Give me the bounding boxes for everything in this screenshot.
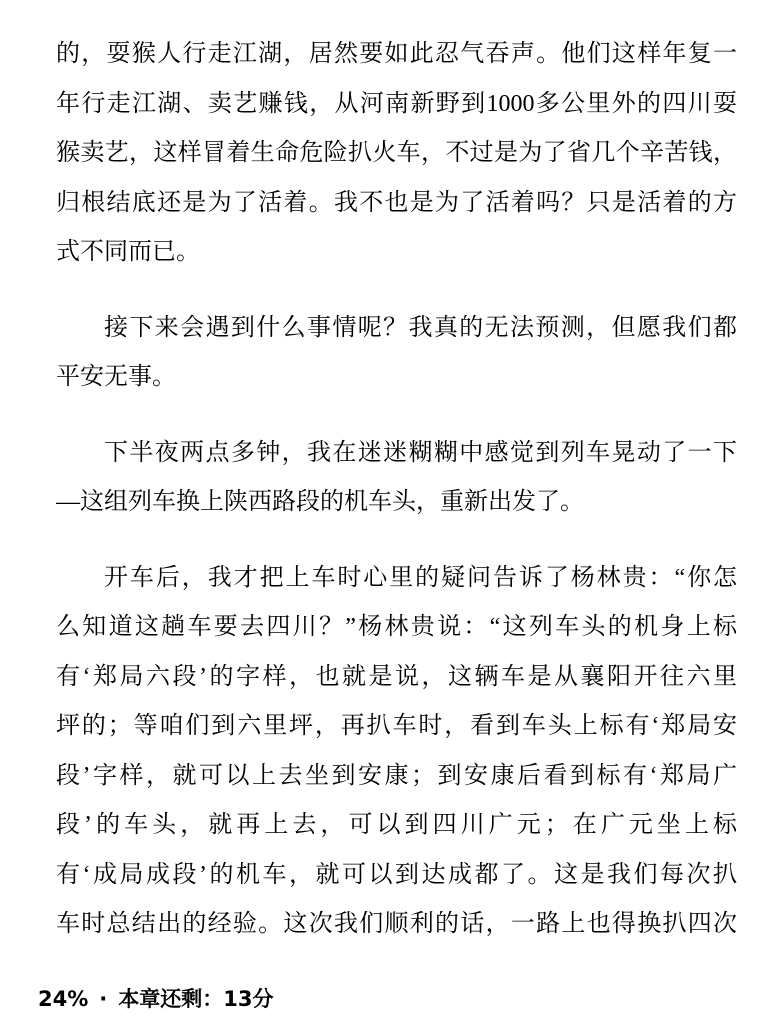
paragraph [56, 554, 737, 950]
text-line: 归根结底还是为了活着。我不也是为了活着吗？只是活着的方 [56, 189, 737, 216]
text-line: 接下来会遇到什么事情呢？我真的无法预测，但愿我们都 [104, 314, 737, 341]
text-line: 有‘郑局六段’的字样，也就是说，这辆车是从襄阳开往六里 [56, 663, 737, 690]
paragraph [56, 30, 737, 278]
text-line: —这组列车换上陕西路段的机车头，重新出发了。 [56, 489, 584, 515]
text-line: 平安无事。 [56, 364, 176, 390]
separator-dot: · [99, 987, 108, 1011]
text-line: 式不同而已。 [56, 239, 200, 265]
text-line: 段’的车头，就再上去，可以到四川广元；在广元坐上标 [56, 812, 737, 838]
page-tap-area[interactable] [56, 30, 737, 950]
text-line: 车时总结出的经验。这次我们顺利的话，一路上也得换扒四次 [56, 911, 737, 937]
text-line: 么知道这趟车要去四川？”杨林贵说：“这列车头的机身上标 [56, 614, 737, 640]
paragraph [56, 304, 737, 403]
text-line: 有‘成局成段’的机车，就可以到达成都了。这是我们每次扒 [56, 861, 737, 888]
paragraph [56, 429, 737, 528]
text-line: 年行走江湖、卖艺赚钱，从河南新野到1000多公里外的四川耍 [56, 90, 737, 117]
chapter-time-remaining: 本章还剩：13分 [118, 987, 274, 1011]
text-line: 猴卖艺，这样冒着生命危险扒火车，不过是为了省几个辛苦钱， [56, 140, 737, 166]
reading-progress-footer [38, 987, 273, 1012]
text-line: 坪的；等咱们到六里坪，再扒车时，看到车头上标有‘郑局安 [56, 713, 737, 739]
progress-percent: 24% [38, 987, 89, 1011]
text-line: 段’字样，就可以上去坐到安康；到安康后看到标有‘郑局广 [56, 762, 737, 789]
text-line: 的，耍猴人行走江湖，居然要如此忍气吞声。他们这样年复一 [56, 41, 737, 67]
text-line: 下半夜两点多钟，我在迷迷糊糊中感觉到列车晃动了一下 [104, 439, 737, 466]
text-line: 开车后，我才把上车时心里的疑问告诉了杨林贵：“你怎 [104, 564, 737, 591]
